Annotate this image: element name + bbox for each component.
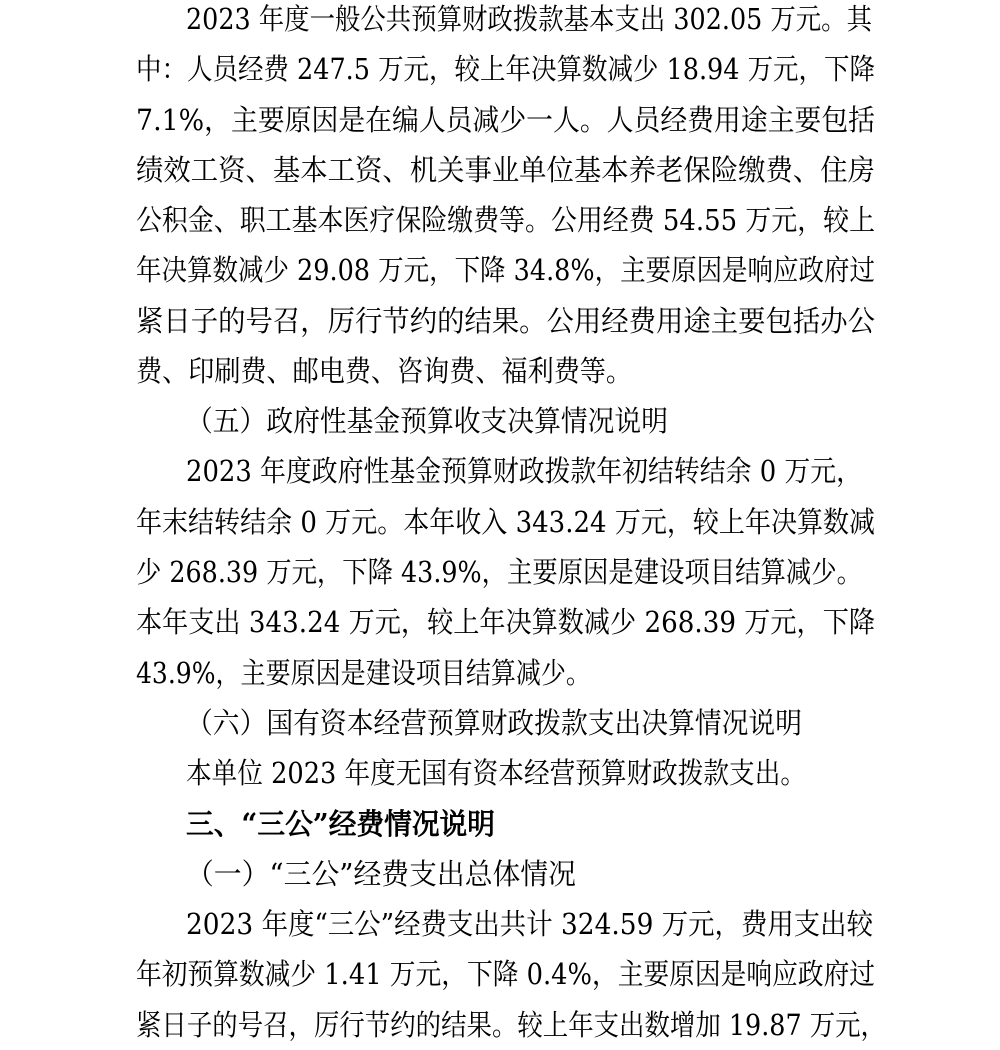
line-text: （六）国有资本经营预算财政拨款支出决算情况说明 bbox=[186, 706, 802, 740]
line-text: 公积金、职工基本医疗保险缴费等。公用经费 54.55 万元，较上 bbox=[136, 203, 876, 237]
section-heading bbox=[0, 799, 1000, 849]
text-line bbox=[0, 44, 1000, 94]
section-subheading bbox=[0, 849, 1000, 899]
text-line bbox=[0, 296, 1000, 346]
line-text: 少 268.39 万元，下降 43.9%，主要原因是建设项目结算减少。 bbox=[136, 555, 862, 589]
text-line bbox=[0, 95, 1000, 145]
line-text: 7.1%，主要原因是在编人员减少一人。人员经费用途主要包括 bbox=[136, 103, 876, 137]
section-subheading bbox=[0, 698, 1000, 748]
section-subheading bbox=[0, 396, 1000, 446]
line-text: 绩效工资、基本工资、机关事业单位基本养老保险缴费、住房 bbox=[136, 153, 876, 187]
text-line bbox=[0, 648, 1000, 698]
line-text: 紧日子的号召，厉行节约的结果。公用经费用途主要包括办公 bbox=[136, 304, 876, 338]
line-text: 本单位 2023 年度无国有资本经营预算财政拨款支出。 bbox=[186, 756, 806, 790]
line-text: 43.9%，主要原因是建设项目结算减少。 bbox=[136, 656, 591, 690]
line-text: 紧日子的号召，厉行节约的结果。较上年支出数增加 19.87 万元， bbox=[136, 1008, 886, 1042]
line-text: 费、印刷费、邮电费、咨询费、福利费等。 bbox=[136, 354, 633, 388]
line-text: 2023 年度政府性基金预算财政拨款年初结转结余 0 万元， bbox=[186, 454, 862, 488]
text-line bbox=[0, 497, 1000, 547]
line-text: 年决算数减少 29.08 万元，下降 34.8%，主要原因是响应政府过 bbox=[136, 253, 875, 287]
line-text: 2023 年度一般公共预算财政拨款基本支出 302.05 万元。其 bbox=[186, 2, 873, 36]
text-line bbox=[0, 245, 1000, 295]
text-line bbox=[0, 446, 1000, 496]
text-line bbox=[0, 547, 1000, 597]
text-line bbox=[0, 949, 1000, 999]
text-line bbox=[0, 195, 1000, 245]
text-line bbox=[0, 748, 1000, 798]
text-line bbox=[0, 597, 1000, 647]
line-text: 中：人员经费 247.5 万元，较上年决算数减少 18.94 万元，下降 bbox=[136, 52, 876, 86]
line-text: 本年支出 343.24 万元，较上年决算数减少 268.39 万元，下降 bbox=[136, 605, 875, 639]
line-text: 年末结转结余 0 万元。本年收入 343.24 万元，较上年决算数减 bbox=[136, 505, 876, 539]
text-line bbox=[0, 346, 1000, 396]
line-text: 2023 年度“三公”经费支出共计 324.59 万元，费用支出较 bbox=[186, 907, 873, 941]
line-text: 三、“三公”经费情况说明 bbox=[186, 807, 495, 841]
text-line bbox=[0, 145, 1000, 195]
line-text: （一）“三公”经费支出总体情况 bbox=[186, 857, 576, 891]
text-line bbox=[0, 899, 1000, 949]
line-text: （五）政府性基金预算收支决算情况说明 bbox=[186, 404, 668, 438]
line-text: 年初预算数减少 1.41 万元，下降 0.4%，主要原因是响应政府过 bbox=[136, 957, 876, 991]
text-line bbox=[0, 0, 1000, 44]
